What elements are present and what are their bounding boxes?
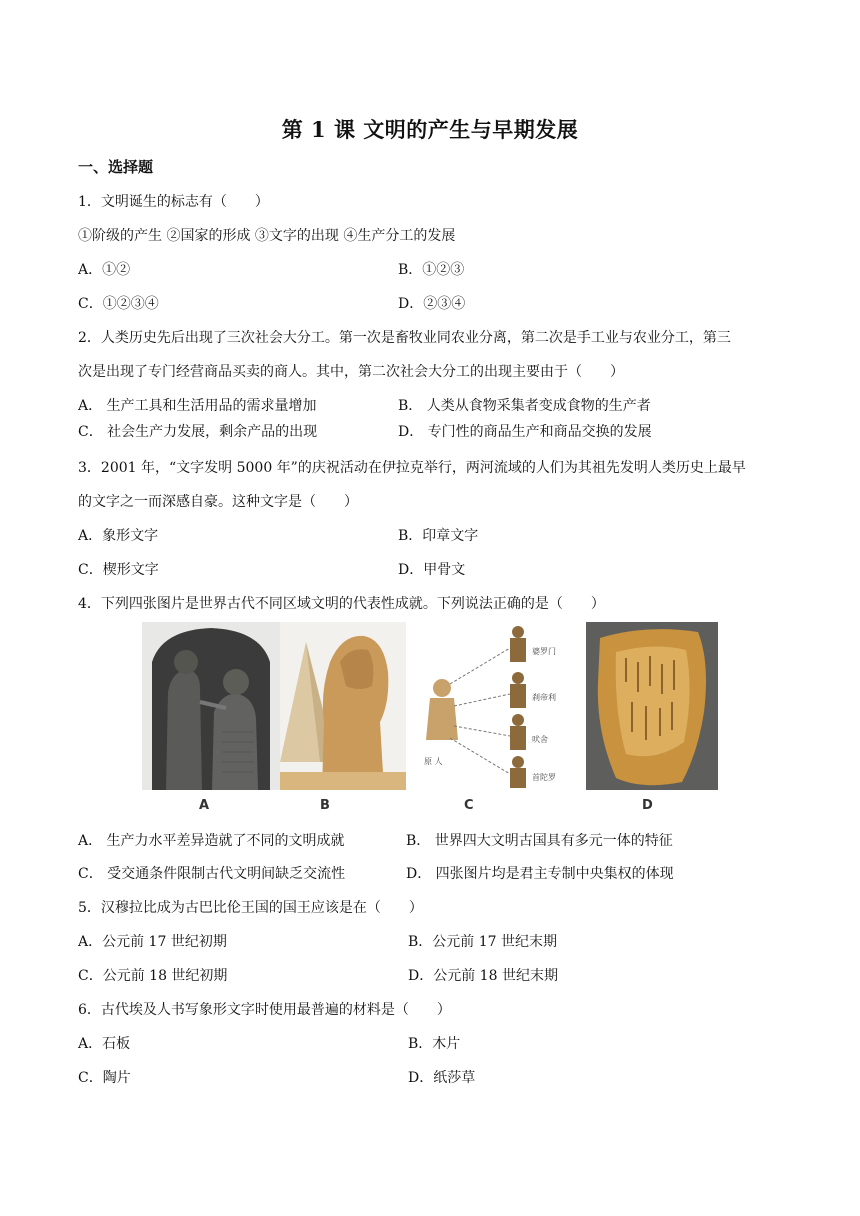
- q2-stem-line2: 次是出现了专门经营商品买卖的商人。其中，第二次社会大分工的出现主要由于（ ）: [78, 364, 624, 380]
- q1-items: ①阶级的产生 ②国家的形成 ③文字的出现 ④生产分工的发展: [78, 228, 456, 244]
- q6-option-a: A．石板: [78, 1036, 131, 1052]
- q5-option-b: B．公元前 17 世纪末期: [408, 934, 558, 950]
- figure-caption-d: D: [642, 798, 653, 813]
- figure-caption-b: B: [320, 798, 330, 813]
- q2-option-a: A． 生产工具和生活用品的需求量增加: [78, 398, 317, 414]
- varna-label-kshatriya: 刹帝利: [532, 693, 556, 702]
- figure-b-sphinx: [280, 622, 406, 790]
- q1-stem: 1．文明诞生的标志有（ ）: [78, 194, 269, 210]
- q1-option-c: C．①②③④: [78, 296, 159, 312]
- varna-label-shudra: 首陀罗: [532, 773, 556, 782]
- figure-d-oracle-bone: [586, 622, 718, 790]
- q4-option-c: C． 受交通条件限制古代文明间缺乏交流性: [78, 866, 346, 882]
- q3-option-b: B．印章文字: [398, 528, 479, 544]
- q3-option-a: A．象形文字: [78, 528, 159, 544]
- q1-option-d: D．②③④: [398, 296, 466, 312]
- q5-option-d: D．公元前 18 世纪末期: [408, 968, 558, 984]
- q5-stem: 5．汉穆拉比成为古巴比伦王国的国王应该是在（ ）: [78, 900, 423, 916]
- q6-option-d: D．纸莎草: [408, 1070, 476, 1086]
- varna-label-brahmin: 婆罗门: [532, 647, 556, 656]
- q4-option-b: B． 世界四大文明古国具有多元一体的特征: [406, 833, 673, 849]
- q3-option-d: D．甲骨文: [398, 562, 466, 578]
- figure-a-stele: [142, 622, 280, 790]
- q6-stem: 6．古代埃及人书写象形文字时使用最普遍的材料是（ ）: [78, 1002, 451, 1018]
- q3-option-c: C．楔形文字: [78, 562, 159, 578]
- figure-c-varna-diagram: [414, 622, 574, 790]
- q2-option-b: B． 人类从食物采集者变成食物的生产者: [398, 398, 651, 414]
- q3-stem-line1: 3．2001 年，“文字发明 5000 年”的庆祝活动在伊拉克举行，两河流域的人们为其祖先发明人类历史上最早: [78, 460, 746, 476]
- varna-label-vaishya: 吠舍: [532, 735, 548, 744]
- q1-option-b: B．①②③: [398, 262, 465, 278]
- q6-option-c: C．陶片: [78, 1070, 131, 1086]
- q4-stem: 4．下列四张图片是世界古代不同区域文明的代表性成就。下列说法正确的是（ ）: [78, 596, 605, 612]
- figure-caption-c: C: [464, 798, 474, 813]
- q3-stem-line2: 的文字之一而深感自豪。这种文字是（ ）: [78, 494, 358, 510]
- q4-figure: [142, 622, 718, 818]
- q1-option-a: A．①②: [78, 262, 131, 278]
- figure-caption-a: A: [199, 798, 210, 813]
- q4-option-d: D． 四张图片均是君主专制中央集权的体现: [406, 866, 674, 882]
- section-heading: 一、选择题: [78, 158, 154, 176]
- q4-option-a: A． 生产力水平差异造就了不同的文明成就: [78, 833, 345, 849]
- q2-stem-line1: 2．人类历史先后出现了三次社会大分工。第一次是畜牧业同农业分离，第二次是手工业与农业分工，第三: [78, 330, 731, 346]
- q2-option-c: C． 社会生产力发展，剩余产品的出现: [78, 424, 318, 440]
- q2-option-d: D． 专门性的商品生产和商品交换的发展: [398, 424, 652, 440]
- q6-option-b: B．木片: [408, 1036, 461, 1052]
- page-title: 第 1 课 文明的产生与早期发展: [281, 117, 579, 142]
- q5-option-a: A．公元前 17 世纪初期: [78, 934, 227, 950]
- varna-label-purusha: 原 人: [424, 757, 443, 766]
- q5-option-c: C．公元前 18 世纪初期: [78, 968, 228, 984]
